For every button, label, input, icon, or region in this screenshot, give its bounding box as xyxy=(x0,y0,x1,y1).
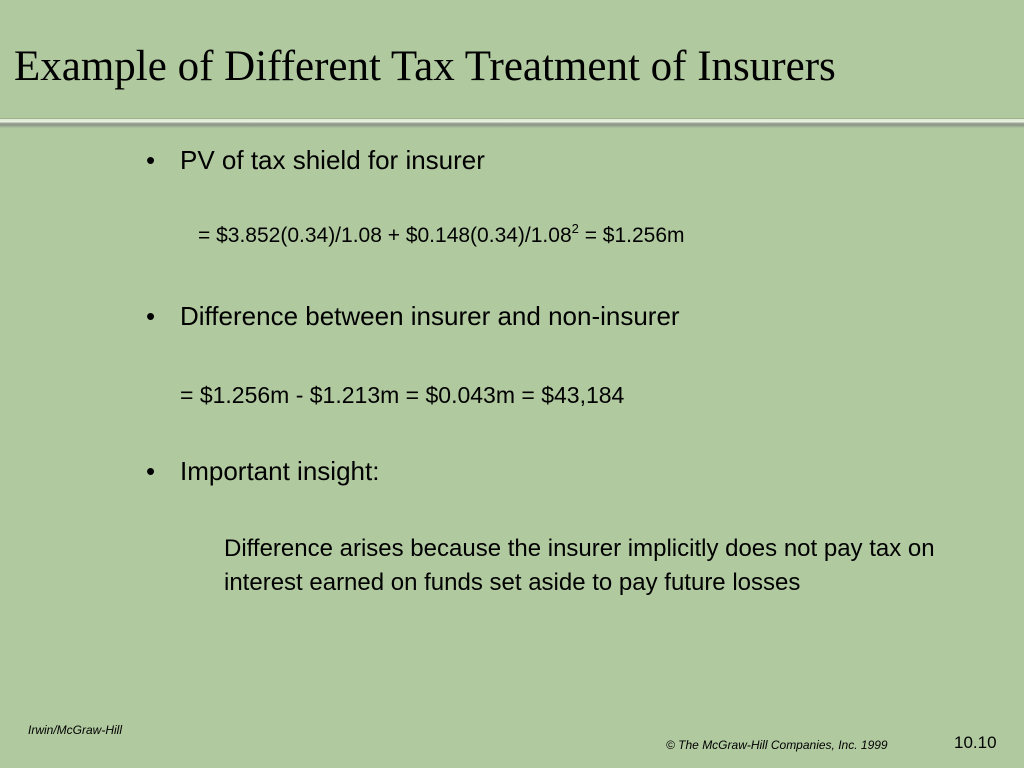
formula-pv-tax-shield xyxy=(198,222,685,248)
bullet-important-insight xyxy=(146,456,379,487)
slide-number: 10.10 xyxy=(954,733,997,752)
bullet-text: Difference between insurer and non-insurer xyxy=(180,301,680,331)
slide-title: Example of Different Tax Treatment of Insurers xyxy=(14,43,836,90)
formula-difference xyxy=(180,382,624,410)
formula-result: = $1.256m xyxy=(578,224,685,247)
copyright-footer: © The McGraw-Hill Companies, Inc. 1999 xyxy=(666,738,888,752)
bullet-text: Important insight: xyxy=(180,456,380,486)
formula-exponent: 2 xyxy=(571,221,579,236)
bullet-pv-tax-shield xyxy=(146,145,485,176)
formula-main: = $3.852(0.34)/1.08 + $0.148(0.34)/1.08 xyxy=(198,224,572,247)
bullet-difference xyxy=(146,301,680,332)
bullet-marker: • xyxy=(146,301,156,331)
insight-paragraph: Difference arises because the insurer implicitly does not pay tax on interest earned on funds set aside to pay future losses xyxy=(224,535,935,596)
bullet-marker: • xyxy=(146,145,156,175)
publisher-footer: Irwin/McGraw-Hill xyxy=(28,723,122,737)
title-divider xyxy=(0,118,1024,128)
bullet-text: PV of tax shield for insurer xyxy=(180,145,485,175)
formula-main: = $1.256m - $1.213m = $0.043m = $43,184 xyxy=(180,382,625,408)
bullet-marker: • xyxy=(146,456,156,486)
